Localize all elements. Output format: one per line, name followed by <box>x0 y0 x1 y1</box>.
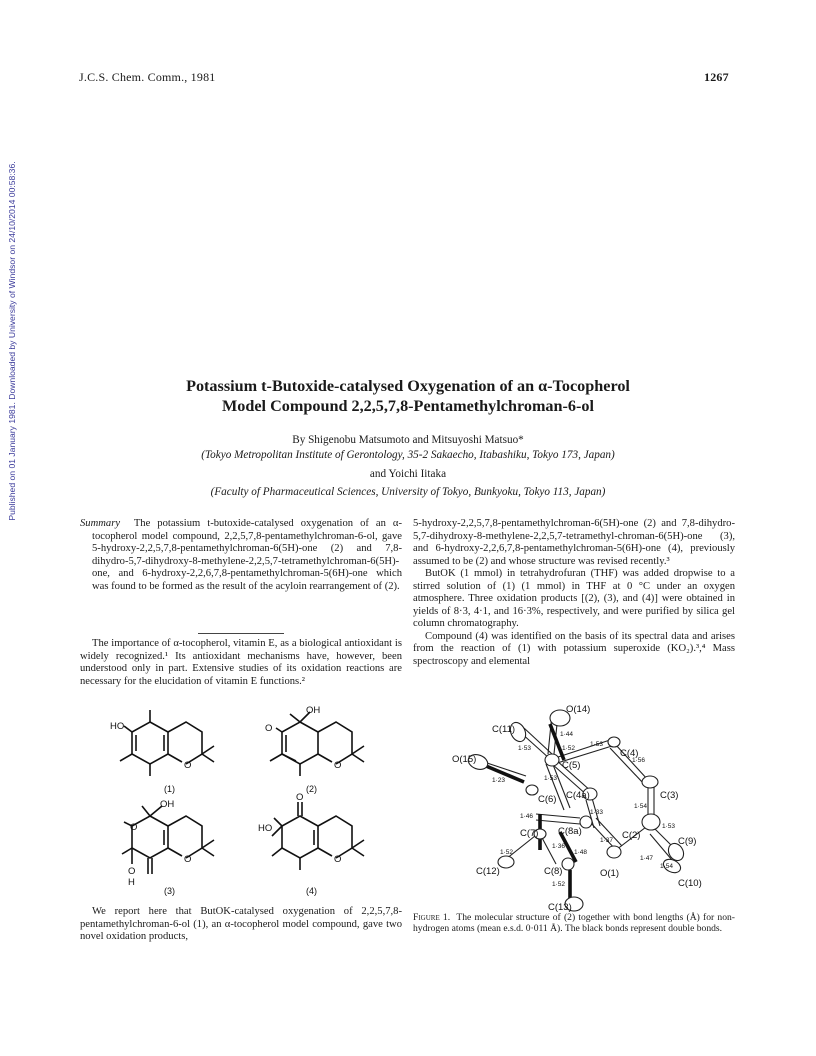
bond-length: 1·23 <box>492 777 506 784</box>
atom-label-O1: O(1) <box>600 868 619 879</box>
atom-label-C10: C(10) <box>678 878 702 889</box>
atom-label-C13: C(13) <box>548 902 572 913</box>
affiliation-1: (Tokyo Metropolitan Institute of Gerontology, 35-2 Sakaecho, Itabashiku, Tokyo 173, Japan) <box>201 449 615 461</box>
report-text: We report here that ButOK-catalysed oxygenation of 2,2,5,7,8-pentamethylchroman-6-ol (1), an α-tocopherol model compound, gave two novel oxidation products, <box>80 906 402 942</box>
intro-text: The importance of α-tocopherol, vitamin E, as a biological antioxidant is widely recognized.¹ Its antioxidant mechanisms have, however, been understood only in part. Extensive studies of its oxidation reactions are necessary for the elucidation of vitamin E functions.² <box>80 638 402 687</box>
atom-label: HO <box>258 823 273 834</box>
atom-label-C6: C(6) <box>538 794 557 805</box>
figure-caption <box>413 912 735 934</box>
atom-label-C7: C(7) <box>520 828 539 839</box>
right-column-text <box>413 518 735 668</box>
atom-label-C12: C(12) <box>476 866 500 877</box>
atom-label: O <box>128 866 136 877</box>
atom-label: O <box>334 760 342 771</box>
bond-length: 1·53 <box>518 745 532 752</box>
figure-caption-label: Figure 1. <box>413 912 451 923</box>
bond-length: 1·54 <box>660 863 674 870</box>
bond-length: 1·54 <box>634 803 648 810</box>
atom-label-C11: C(11) <box>492 724 516 735</box>
report-paragraph <box>80 906 402 944</box>
journal-header: J.C.S. Chem. Comm., 1981 <box>79 70 216 84</box>
bond-length: 1·53 <box>544 775 558 782</box>
summary-label: Summary <box>80 518 121 529</box>
atom-label-C2: C(2) <box>622 830 641 841</box>
divider <box>198 633 284 634</box>
structure-label-1: (1) <box>164 784 175 794</box>
bond-length: 1·48 <box>574 849 588 856</box>
figure-caption-text: The molecular structure of (2) together with bond lengths (Å) for non-hydrogen atoms (mean e.s.d. 0·011 Å). The black bonds represent double bonds. <box>413 912 735 935</box>
products-text: 5-hydroxy-2,2,5,7,8-pentamethylchroman-6(5H)-one (2) and 7,8-dihydro-5,7-dihydroxy-8-methylene-2,2,5,7-tetramethyl-chroman-6(5H)-one (3), and 6-hydroxy-2,2,6,7,8-pentamethylchroman-5(6H)-one (4), previously assumed to be (2) and whose structure was revised recently.³ <box>413 518 735 567</box>
procedure-text: ButOK (1 mmol) in tetrahydrofuran (THF) was added dropwise to a stirred solution of (1) (1 mmol) in THF at 0 °C under an oxygen atmosphere. Three oxidation products [(2), (3), and (4)] were obtained in yields of 8·3, 4·1, and 16·3%, respectively, and were purified by silica gel column chromatography. <box>413 568 735 629</box>
atom-label: OH <box>306 705 321 716</box>
atom-label-C4: C(4) <box>620 748 639 759</box>
atom-label-C4a: C(4a) <box>566 790 590 801</box>
bond-length: 1·52 <box>552 881 566 888</box>
atom-label: O <box>184 854 192 865</box>
atom-label: HO <box>110 721 125 732</box>
page-number: 1267 <box>704 70 729 84</box>
title-line-2: Model Compound 2,2,5,7,8-Pentamethylchroman-6-ol <box>221 397 594 415</box>
atom-label: O <box>296 792 304 803</box>
intro-paragraph <box>80 638 402 688</box>
atom-label-O14: O(14) <box>566 704 591 715</box>
atom-label: H <box>128 877 135 888</box>
atom-label: O <box>130 822 138 833</box>
bond-length: 1·44 <box>560 731 574 738</box>
structure-4 <box>272 802 364 870</box>
atom-label: O <box>265 723 273 734</box>
atom-label-C9: C(9) <box>678 836 697 847</box>
structure-1 <box>120 710 214 776</box>
bond-length: 1·52 <box>562 745 576 752</box>
bond-length: 1·53 <box>590 741 604 748</box>
title-line-1: Potassium t-Butoxide-catalysed Oxygenation of an α-Tocopherol <box>186 377 630 395</box>
bond-length: 1·33 <box>590 809 604 816</box>
structure-2 <box>270 712 364 776</box>
author-line-2: and Yoichi Iitaka <box>369 468 447 480</box>
structure-3 <box>122 806 214 874</box>
atom-label: OH <box>160 799 175 810</box>
molecular-structure-figure <box>440 704 730 914</box>
bond-length: 1·53 <box>662 823 676 830</box>
summary <box>80 518 402 593</box>
atom-label-C8a: C(8a) <box>558 826 582 837</box>
identification-text: Compound (4) was identified on the basis of its spectral data and arises from the reaction of (1) with potassium superoxide (KO₂).³,⁴ Mass spectroscopy and elemental <box>413 630 735 667</box>
bond-length: 1·37 <box>600 837 614 844</box>
atom-label-C3: C(3) <box>660 790 679 801</box>
structure-label-2: (2) <box>306 784 317 794</box>
affiliation-2: (Faculty of Pharmaceutical Sciences, University of Tokyo, Bunkyoku, Tokyo 113, Japan) <box>210 486 606 498</box>
bond-length: 1·46 <box>520 813 534 820</box>
atom-label-C8: C(8) <box>544 866 563 877</box>
bond-length: 1·52 <box>500 849 514 856</box>
summary-text: The potassium t-butoxide-catalysed oxygenation of an α-tocopherol model compound, 2,2,5,7,8-pentamethylchroman-6-ol, gave 5-hydroxy-2,2,5,7,8-pentamethylchroman-6(5H)-one (2) and 7,8-dihydro-5,7-dihydroxy-8-methylene-2,2,5,7-tetramethylchroman-6(5H)-one, and 6-hydroxy-2,2,6,7,8-pentamethylchroman-5(6H)-one which was found to be formed as the result of the acyloin rearrangement of (2). <box>92 518 402 592</box>
bond-length: 1·47 <box>640 855 654 862</box>
structure-label-3: (3) <box>164 886 175 896</box>
authors-block <box>0 433 816 500</box>
download-note: Published on 01 January 1981. Downloaded by University of Windsor on 24/10/2014 00:58:36. <box>7 161 17 521</box>
structure-label-4: (4) <box>306 886 317 896</box>
atom-label-C5: C(5) <box>562 760 581 771</box>
structures-diagram <box>110 704 380 900</box>
bond-length: 1·36 <box>552 843 566 850</box>
atom-label: O <box>334 854 342 865</box>
bond-length: 1·56 <box>632 757 646 764</box>
atom-label: O <box>184 760 192 771</box>
author-line-1: By Shigenobu Matsumoto and Mitsuyoshi Matsuo* <box>292 434 524 446</box>
atom-label-O15: O(15) <box>452 754 477 765</box>
article-title <box>0 376 816 416</box>
